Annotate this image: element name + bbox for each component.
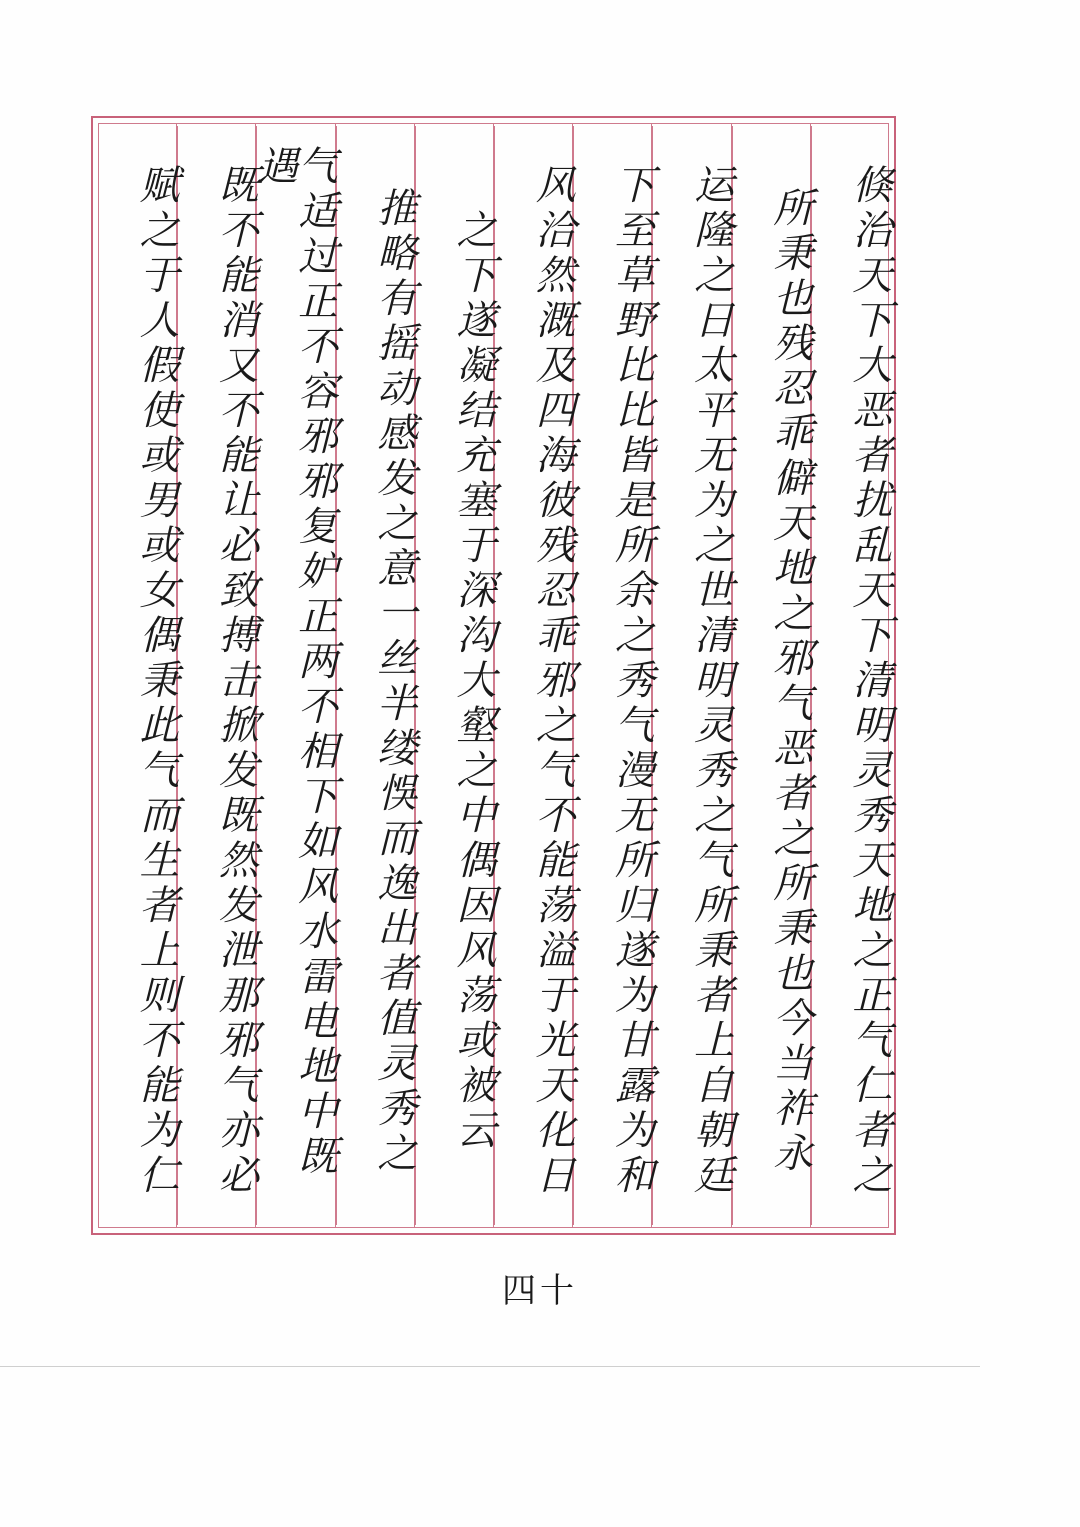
column-text: 下至草野比比皆是所余之秀气漫无所归遂为甘露为和: [608, 164, 655, 1199]
text-column-6: [415, 123, 494, 1228]
text-column-10: [98, 123, 180, 1228]
text-columns: [98, 123, 892, 1228]
column-text: 赋之于人假使或男或女偶秉此气而生者上则不能为仁: [133, 164, 180, 1199]
page-number: 四十: [502, 1271, 578, 1311]
text-column-5: [494, 123, 576, 1228]
text-column-8: [251, 123, 338, 1228]
column-text: 风洽然溉及四海彼残忍乖邪之气不能荡溢于光天化日: [529, 164, 576, 1199]
column-text: 运隆之日太平无为之世清明灵秀之气所秉者上自朝廷: [687, 164, 734, 1199]
text-column-2: [732, 123, 811, 1228]
column-text: 倏治天下大恶者扰乱天下清明灵秀天地之正气仁者之: [846, 164, 892, 1199]
text-column-4: [573, 123, 655, 1228]
text-column-9: [177, 123, 259, 1228]
text-column-3: [652, 123, 734, 1228]
scan-edge-line: [0, 1366, 980, 1367]
text-column-7: [336, 123, 415, 1228]
text-column-1: [811, 123, 892, 1228]
column-text: 所秉也残忍乖僻天地之邪气恶者之所秉也今当祚永: [766, 186, 813, 1177]
column-text: 既不能消又不能让必致搏击掀发既然发泄那邪气亦必: [212, 164, 259, 1199]
column-text: 之下遂凝结充塞于深沟大壑之中偶因风荡或被云: [449, 209, 496, 1154]
column-text: 推略有摇动感发之意一丝半缕悞而逸出者值灵秀之: [370, 186, 417, 1177]
column-text: 气适过正不容邪邪复妒正两不相下如风水雷电地中既遇: [251, 145, 338, 1180]
